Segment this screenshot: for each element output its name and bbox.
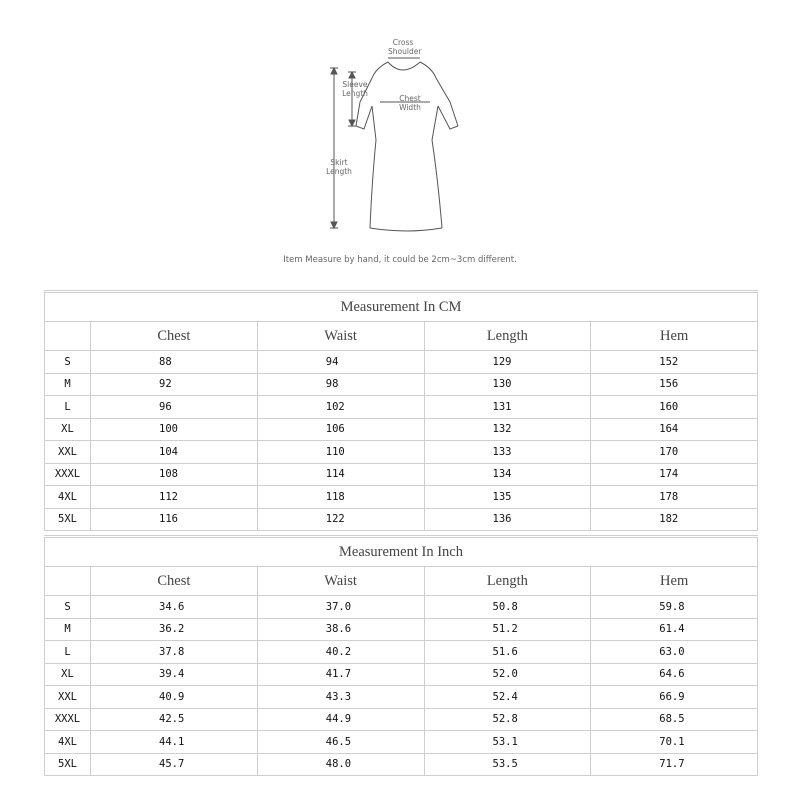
measurement-cell: 43.3 bbox=[257, 686, 424, 709]
measurement-cell: 37.0 bbox=[257, 596, 424, 619]
table-title: Measurement In CM bbox=[45, 292, 758, 322]
size-label: 5XL bbox=[45, 508, 91, 531]
column-header: Hem bbox=[591, 567, 758, 596]
table-row bbox=[45, 396, 758, 419]
measurement-cell: 66.9 bbox=[591, 686, 758, 709]
measurement-cell: 41.7 bbox=[257, 663, 424, 686]
measurement-cell: 132 bbox=[424, 418, 591, 441]
measurement-cell: 102 bbox=[257, 396, 424, 419]
table-row bbox=[45, 708, 758, 731]
sleeve-length-label: Sleeve Length bbox=[342, 80, 368, 98]
table-row bbox=[45, 441, 758, 464]
measurement-cell: 34.6 bbox=[91, 596, 258, 619]
size-table-inch bbox=[44, 535, 758, 776]
table-row bbox=[45, 618, 758, 641]
column-header: Length bbox=[424, 567, 591, 596]
measurement-cell: 64.6 bbox=[591, 663, 758, 686]
measurement-cell: 136 bbox=[424, 508, 591, 531]
measurement-cell: 40.9 bbox=[91, 686, 258, 709]
measurement-cell: 152 bbox=[591, 351, 758, 374]
measurement-cell: 108 bbox=[91, 463, 258, 486]
table-row bbox=[45, 596, 758, 619]
table-row bbox=[45, 373, 758, 396]
measurement-cell: 98 bbox=[257, 373, 424, 396]
dress-outline-icon bbox=[320, 30, 480, 240]
measurement-cell: 116 bbox=[91, 508, 258, 531]
measurement-cell: 63.0 bbox=[591, 641, 758, 664]
measurement-cell: 130 bbox=[424, 373, 591, 396]
size-label: 4XL bbox=[45, 731, 91, 754]
measurement-cell: 164 bbox=[591, 418, 758, 441]
table-row bbox=[45, 508, 758, 531]
measurement-cell: 46.5 bbox=[257, 731, 424, 754]
size-label: XXXL bbox=[45, 463, 91, 486]
measurement-cell: 38.6 bbox=[257, 618, 424, 641]
table-row bbox=[45, 731, 758, 754]
measurement-cell: 45.7 bbox=[91, 753, 258, 776]
measurement-cell: 94 bbox=[257, 351, 424, 374]
measurement-cell: 118 bbox=[257, 486, 424, 509]
measurement-cell: 68.5 bbox=[591, 708, 758, 731]
size-label: 5XL bbox=[45, 753, 91, 776]
size-label: S bbox=[45, 596, 91, 619]
skirt-length-label: Skirt Length bbox=[326, 158, 352, 176]
size-label: M bbox=[45, 373, 91, 396]
measurement-cell: 135 bbox=[424, 486, 591, 509]
measurement-cell: 52.4 bbox=[424, 686, 591, 709]
size-label: M bbox=[45, 618, 91, 641]
measurement-cell: 112 bbox=[91, 486, 258, 509]
header-size-cell bbox=[45, 322, 91, 351]
column-header: Waist bbox=[257, 567, 424, 596]
table-row bbox=[45, 641, 758, 664]
table-row bbox=[45, 418, 758, 441]
column-header: Chest bbox=[91, 322, 258, 351]
measurement-cell: 51.6 bbox=[424, 641, 591, 664]
chest-width-label: Chest Width bbox=[399, 94, 421, 112]
measurement-cell: 50.8 bbox=[424, 596, 591, 619]
measurement-cell: 104 bbox=[91, 441, 258, 464]
measurement-cell: 96 bbox=[91, 396, 258, 419]
measurement-cell: 37.8 bbox=[91, 641, 258, 664]
table-row bbox=[45, 686, 758, 709]
measurement-cell: 52.8 bbox=[424, 708, 591, 731]
measurement-cell: 59.8 bbox=[591, 596, 758, 619]
measurement-cell: 40.2 bbox=[257, 641, 424, 664]
size-label: XL bbox=[45, 418, 91, 441]
cross-shoulder-label: Cross Shoulder bbox=[388, 38, 422, 56]
measurement-cell: 92 bbox=[91, 373, 258, 396]
measurement-cell: 53.1 bbox=[424, 731, 591, 754]
measurement-cell: 131 bbox=[424, 396, 591, 419]
size-label: XXL bbox=[45, 686, 91, 709]
measurement-cell: 170 bbox=[591, 441, 758, 464]
size-label: S bbox=[45, 351, 91, 374]
measurement-cell: 36.2 bbox=[91, 618, 258, 641]
measurement-cell: 51.2 bbox=[424, 618, 591, 641]
measurement-cell: 178 bbox=[591, 486, 758, 509]
measurement-cell: 133 bbox=[424, 441, 591, 464]
measurement-cell: 44.1 bbox=[91, 731, 258, 754]
measurement-note: Item Measure by hand, it could be 2cm~3cm different. bbox=[283, 255, 517, 265]
table-title: Measurement In Inch bbox=[45, 537, 758, 567]
size-label: XXL bbox=[45, 441, 91, 464]
measurement-cell: 42.5 bbox=[91, 708, 258, 731]
table-header-row bbox=[45, 322, 758, 351]
measurement-cell: 160 bbox=[591, 396, 758, 419]
measurement-cell: 182 bbox=[591, 508, 758, 531]
measurement-cell: 114 bbox=[257, 463, 424, 486]
measurement-cell: 48.0 bbox=[257, 753, 424, 776]
measurement-cell: 70.1 bbox=[591, 731, 758, 754]
measurement-cell: 71.7 bbox=[591, 753, 758, 776]
column-header: Waist bbox=[257, 322, 424, 351]
column-header: Chest bbox=[91, 567, 258, 596]
measurement-cell: 129 bbox=[424, 351, 591, 374]
measurement-cell: 53.5 bbox=[424, 753, 591, 776]
measurement-cell: 106 bbox=[257, 418, 424, 441]
measurement-cell: 122 bbox=[257, 508, 424, 531]
size-label: 4XL bbox=[45, 486, 91, 509]
header-size-cell bbox=[45, 567, 91, 596]
measurement-cell: 156 bbox=[591, 373, 758, 396]
table-header-row bbox=[45, 567, 758, 596]
table-row bbox=[45, 463, 758, 486]
size-label: L bbox=[45, 641, 91, 664]
table-row bbox=[45, 351, 758, 374]
size-table-cm bbox=[44, 290, 758, 531]
column-header: Hem bbox=[591, 322, 758, 351]
table-row bbox=[45, 663, 758, 686]
measurement-cell: 100 bbox=[91, 418, 258, 441]
measurement-cell: 39.4 bbox=[91, 663, 258, 686]
dress-measurement-diagram bbox=[320, 30, 480, 240]
measurement-cell: 52.0 bbox=[424, 663, 591, 686]
measurement-cell: 174 bbox=[591, 463, 758, 486]
measurement-cell: 61.4 bbox=[591, 618, 758, 641]
measurement-cell: 134 bbox=[424, 463, 591, 486]
table-row bbox=[45, 486, 758, 509]
measurement-cell: 44.9 bbox=[257, 708, 424, 731]
size-label: XXXL bbox=[45, 708, 91, 731]
measurement-cell: 110 bbox=[257, 441, 424, 464]
measurement-cell: 88 bbox=[91, 351, 258, 374]
size-label: XL bbox=[45, 663, 91, 686]
column-header: Length bbox=[424, 322, 591, 351]
table-row bbox=[45, 753, 758, 776]
size-label: L bbox=[45, 396, 91, 419]
